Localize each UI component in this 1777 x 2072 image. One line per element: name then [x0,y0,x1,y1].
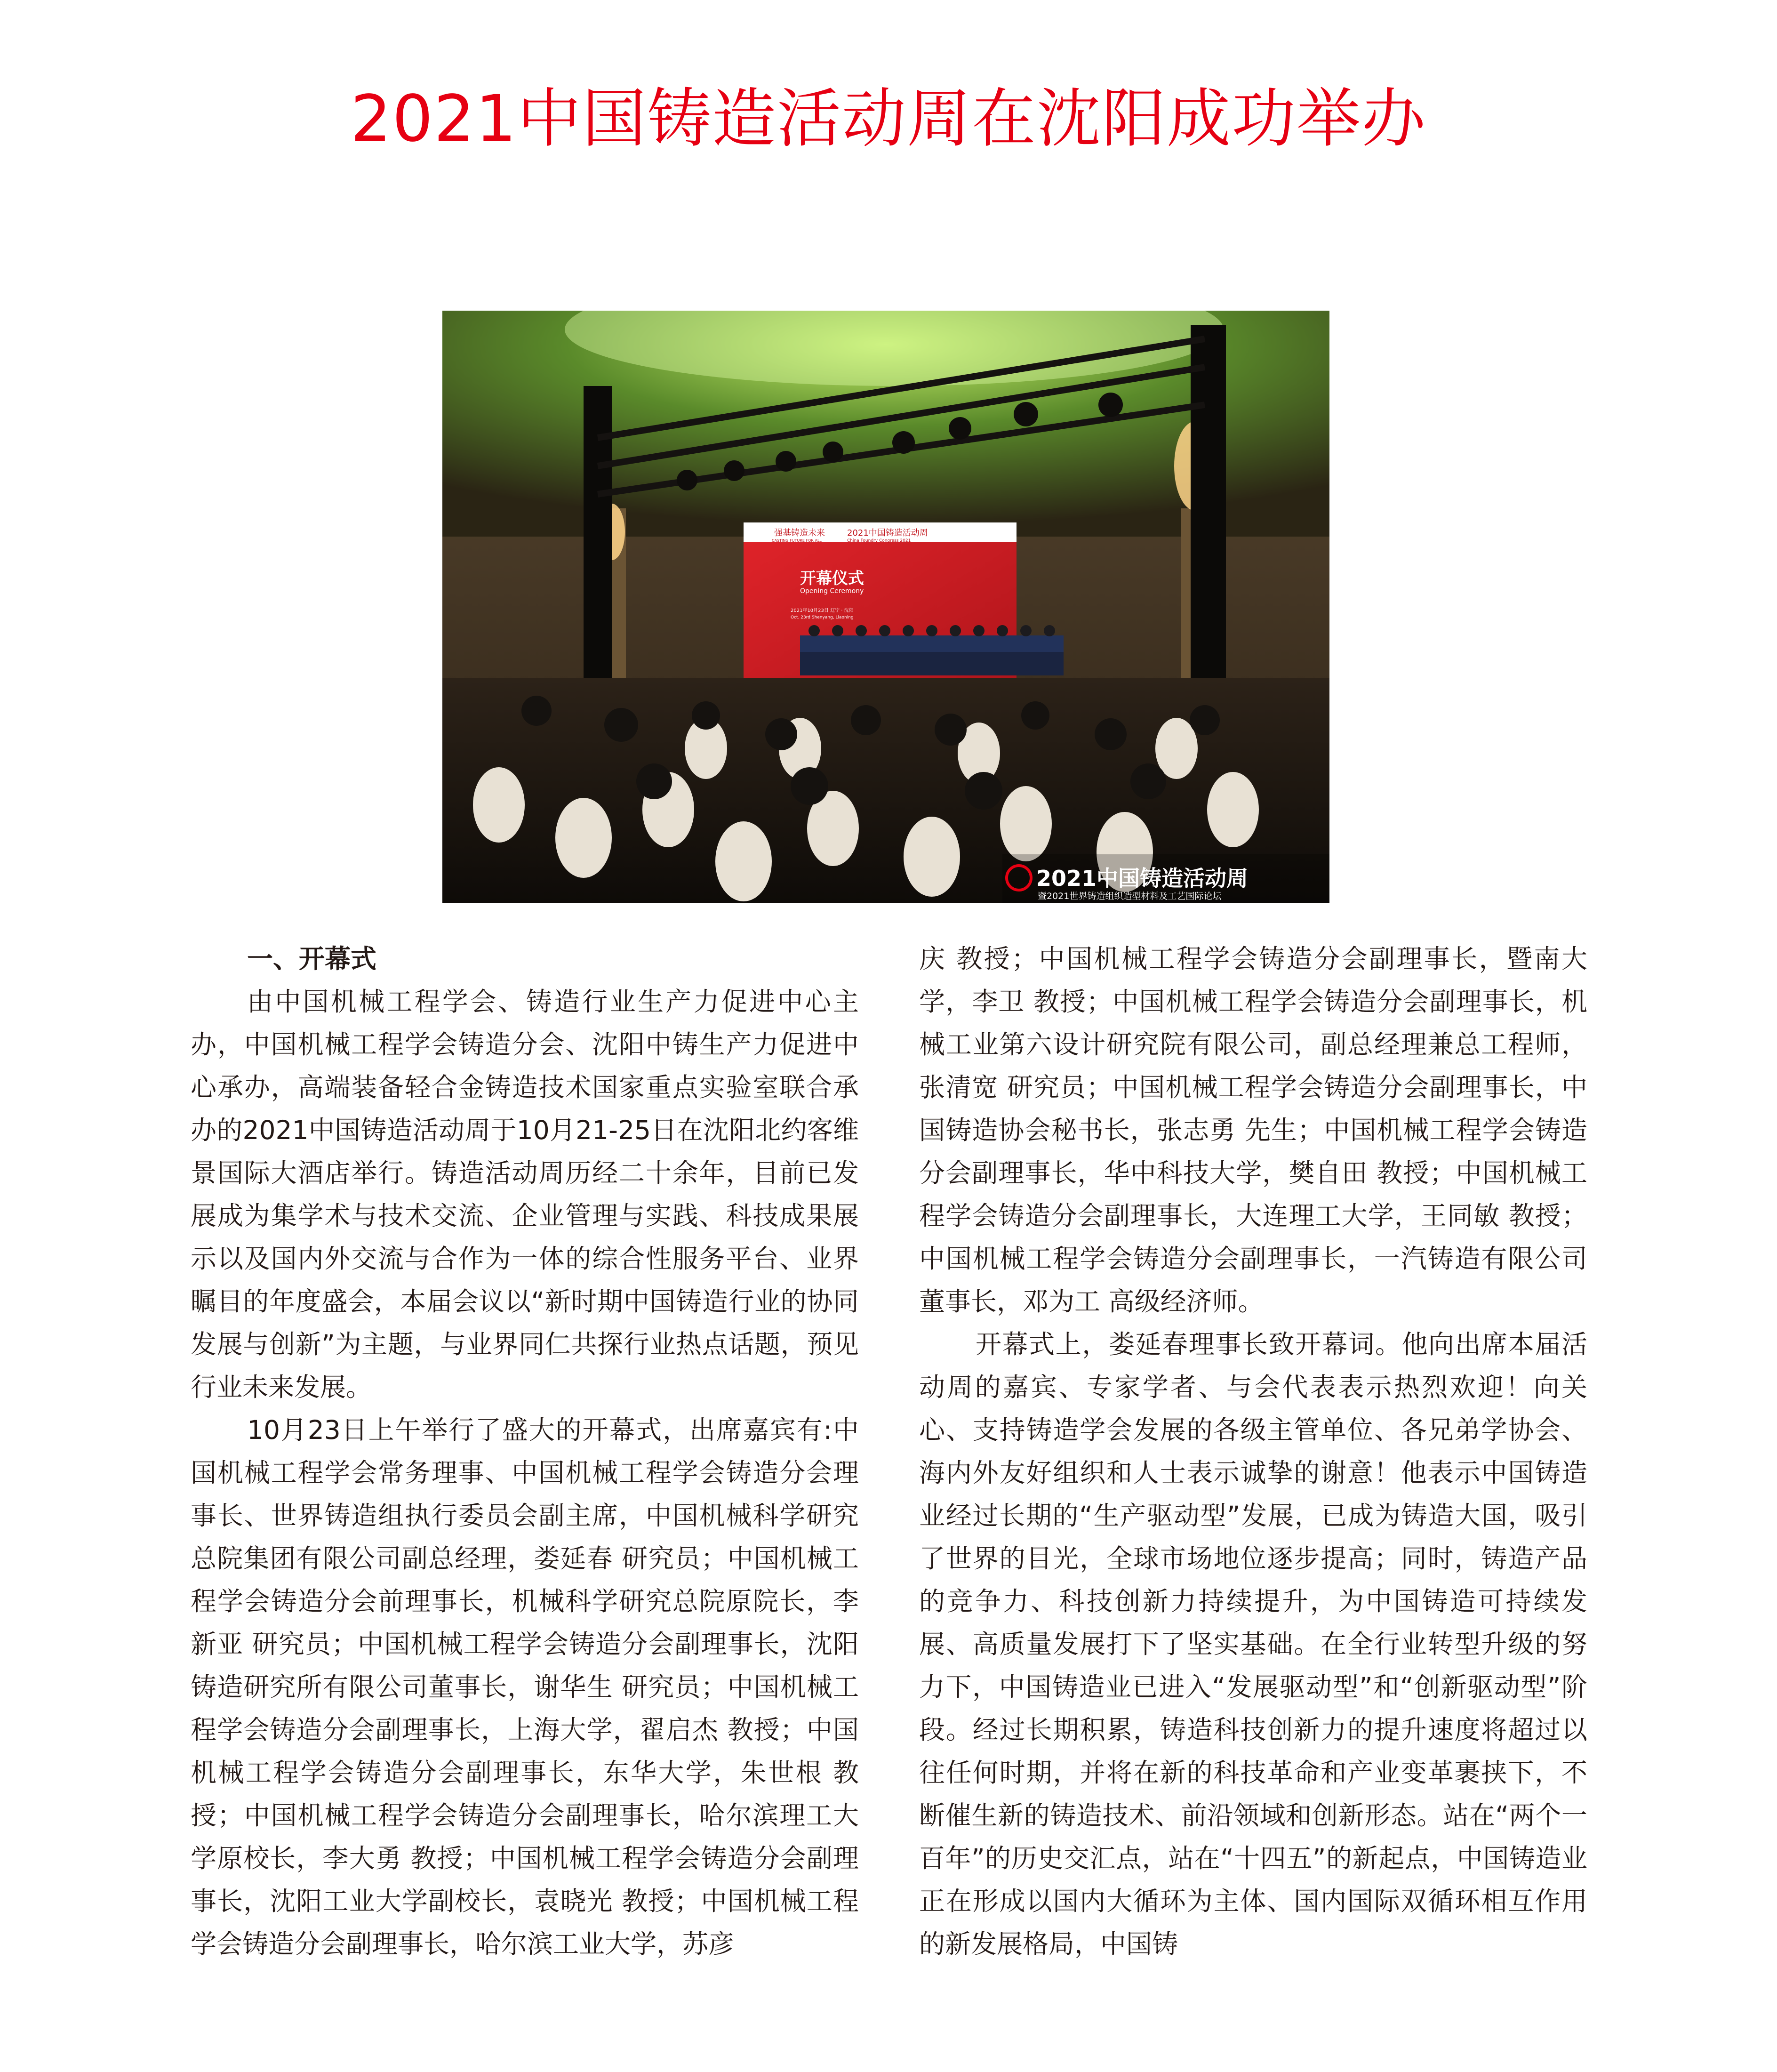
backdrop-ceremony-en: Opening Ceremony [800,587,864,595]
paragraph-intro: 由中国机械工程学会、铸造行业生产力促进中心主办，中国机械工程学会铸造分会、沈阳中铸生产力促进中心承办，高端装备轻合金铸造技术国家重点实验室联合承办的2021中国铸造活动周于10月21-25日在沈阳北约客维景国际大酒店举行。铸造活动周历经二十余年，目前已发展成为集学术与技术交流、企业管理与实践、科技成果展示以及国内外交流与合作为一体的综合性服务平台、业界瞩目的年度盛会，本届会议以“新时期中国铸造行业的协同发展与创新”为主题，与业界同仁共探行业热点话题，预见行业未来发展。 [191,987,859,1402]
photo-watermark: 2021中国铸造活动周 [1036,866,1249,891]
backdrop-date: 2021年10月23日 辽宁 · 沈阳 [791,608,854,613]
backdrop-slogan: 强基铸造未来 [774,528,825,538]
backdrop-slogan-en: CASTING FUTURE FOR ALL [772,538,822,543]
backdrop-ceremony-title: 开幕仪式 [800,569,864,588]
article-title: 2021中国铸造活动周在沈阳成功举办 [350,82,1427,156]
backdrop-date-en: Oct. 23rd Shenyang, Liaoning [791,615,854,620]
backdrop-event: 2021中国铸造活动周 [847,528,928,538]
paragraph-guests-cont: 庆 教授；中国机械工程学会铸造分会副理事长，暨南大学，李卫 教授；中国机械工程学会铸造分会副理事长，机械工业第六设计研究院有限公司，副总经理兼总工程师，张清宽 研究员；中国机械工程学会铸造分会副理事长，中国铸造协会秘书长，张志勇 先生；中国机械工程学会铸造分会副理事长，华中科技大学，樊自田 教授；中国机械工程学会铸造分会副理事长，大连理工大学，王同敏 教授；中国机械工程学会铸造分会副理事长，一汽铸造有限公司董事长，邓为工 高级经济师。 [919,944,1587,1317]
left-column [191,938,859,1966]
right-column [919,938,1587,1966]
paragraph-guests: 10月23日上午举行了盛大的开幕式，出席嘉宾有:中国机械工程学会常务理事、中国机械工程学会铸造分会理事长、世界铸造组执行委员会副主席，中国机械科学研究总院集团有限公司副总经理，娄延春 研究员；中国机械工程学会铸造分会前理事长，机械科学研究总院原院长，李新亚 研究员；中国机械工程学会铸造分会副理事长，沈阳铸造研究所有限公司董事长，谢华生 研究员；中国机械工程学会铸造分会副理事长，上海大学，翟启杰 教授；中国机械工程学会铸造分会副理事长，东华大学，朱世根 教授；中国机械工程学会铸造分会副理事长，哈尔滨理工大学原校长，李大勇 教授；中国机械工程学会铸造分会副理事长，沈阳工业大学副校长，袁晓光 教授；中国机械工程学会铸造分会副理事长，哈尔滨工业大学，苏彦 [191,1415,859,1959]
paragraph-speech: 开幕式上，娄延春理事长致开幕词。他向出席本届活动周的嘉宾、专家学者、与会代表表示热烈欢迎！向关心、支持铸造学会发展的各级主管单位、各兄弟学协会、海内外友好组织和人士表示诚挚的谢意！他表示中国铸造业经过长期的“生产驱动型”发展，已成为铸造大国，吸引了世界的目光，全球市场地位逐步提高；同时，铸造产品的竞争力、科技创新力持续提升，为中国铸造可持续发展、高质量发展打下了坚实基础。在全行业转型升级的努力下，中国铸造业已进入“发展驱动型”和“创新驱动型”阶段。经过长期积累，铸造科技创新力的提升速度将超过以往任何时期，并将在新的科技革命和产业变革裹挟下，不断催生新的铸造技术、前沿领域和创新形态。站在“两个一百年”的历史交汇点，站在“十四五”的新起点，中国铸造业正在形成以国内大循环为主体、国内国际双循环相互作用的新发展格局，中国铸 [919,1329,1587,1959]
section-heading: 一、开幕式 [247,944,377,974]
backdrop-event-en: China Foundry Congress 2021 [847,538,911,543]
ceremony-photo [442,311,1329,903]
photo-watermark-sub: 暨2021世界铸造组织造型材料及工艺国际论坛 [1038,891,1222,901]
